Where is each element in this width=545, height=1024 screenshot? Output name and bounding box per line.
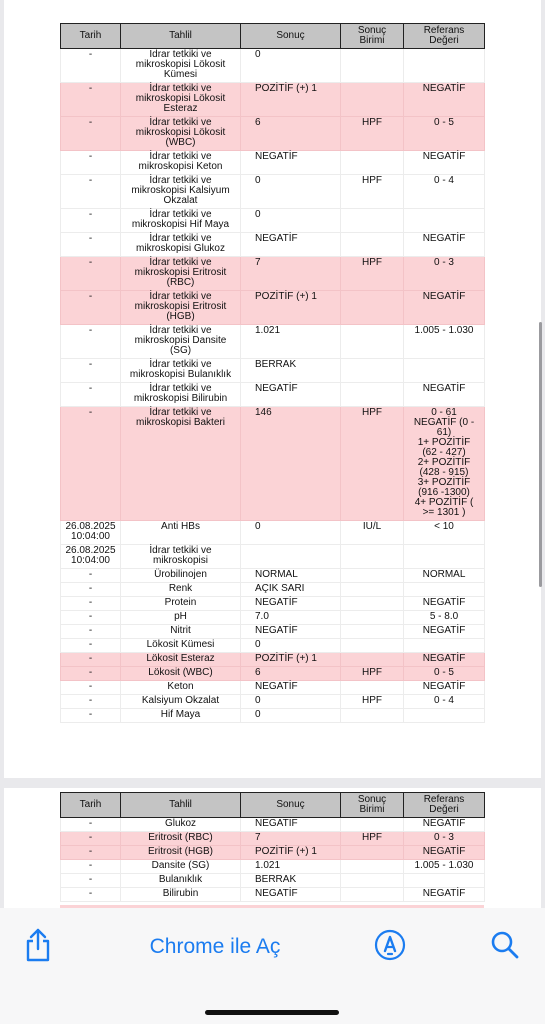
cell-unit [341, 653, 404, 667]
header-unit: Sonuç Birimi [341, 24, 404, 49]
cell-result: 7 [241, 832, 341, 846]
cell-date: - [61, 818, 121, 832]
table-body [61, 49, 485, 723]
table-row [61, 359, 485, 383]
cell-result: NEGATİF [241, 681, 341, 695]
cell-result: 0 [241, 639, 341, 653]
table-row [61, 583, 485, 597]
markup-button[interactable] [364, 908, 416, 986]
cell-test: Bulanıklık [121, 874, 241, 888]
header-result: Sonuç [241, 793, 341, 818]
cell-reference: NEGATİF [404, 625, 485, 639]
cell-date: - [61, 611, 121, 625]
table-row [61, 521, 485, 545]
cell-date: - [61, 667, 121, 681]
cell-reference: NORMAL [404, 569, 485, 583]
cell-reference: 5 - 8.0 [404, 611, 485, 625]
cell-reference: NEGATİF [404, 383, 485, 407]
cell-date: - [61, 832, 121, 846]
search-icon [490, 930, 520, 965]
cell-result: NEGATİF [241, 233, 341, 257]
cell-reference: NEGATİF [404, 291, 485, 325]
table-row [61, 291, 485, 325]
cell-reference: 0 - 4 [404, 695, 485, 709]
cell-test: İdrar tetkiki ve mikroskopisi Eritrosit (RBC) [121, 257, 241, 291]
open-in-chrome-label: Chrome ile Aç [149, 935, 281, 958]
table-row [61, 49, 485, 83]
cell-unit: IU/L [341, 521, 404, 545]
cell-unit: HPF [341, 695, 404, 709]
header-reference: Referans Değeri [404, 793, 485, 818]
share-button[interactable] [14, 908, 62, 986]
bottom-toolbar [0, 908, 545, 1024]
header-date: Tarih [61, 24, 121, 49]
cell-test: Hif Maya [121, 709, 241, 723]
cell-result: BERRAK [241, 359, 341, 383]
cell-result: 7.0 [241, 611, 341, 625]
cell-unit [341, 325, 404, 359]
cell-result: 1.021 [241, 860, 341, 874]
cell-test: Eritrosit (RBC) [121, 832, 241, 846]
table-body [61, 818, 485, 902]
cell-date: - [61, 83, 121, 117]
cell-reference [404, 709, 485, 723]
cell-result: 6 [241, 117, 341, 151]
cell-date: - [61, 846, 121, 860]
cell-test: Dansite (SG) [121, 860, 241, 874]
cell-result: 0 [241, 521, 341, 545]
header-result: Sonuç [241, 24, 341, 49]
cell-reference: 0 - 61 NEGATİF (0 - 61) 1+ POZİTİF (62 - 427) 2+ POZİTİF (428 - 915) 3+ POZİTİF (916 -1300) 4+ POZİTİF ( >= 1301 ) [404, 407, 485, 521]
cell-test: Renk [121, 583, 241, 597]
header-date: Tarih [61, 793, 121, 818]
cell-result: 0 [241, 175, 341, 209]
cell-unit: HPF [341, 117, 404, 151]
table-row [61, 860, 485, 874]
cell-result: NEGATİF [241, 625, 341, 639]
cell-date: - [61, 407, 121, 521]
cell-date: - [61, 597, 121, 611]
cell-reference: 1.005 - 1.030 [404, 325, 485, 359]
table-row [61, 874, 485, 888]
cell-test: İdrar tetkiki ve mikroskopisi Eritrosit (HGB) [121, 291, 241, 325]
cell-unit [341, 597, 404, 611]
cell-unit [341, 49, 404, 83]
cell-reference: NEGATİF [404, 83, 485, 117]
cell-reference: NEGATİF [404, 653, 485, 667]
table-row [61, 407, 485, 521]
cell-test: İdrar tetkiki ve mikroskopisi Kalsiyum Okzalat [121, 175, 241, 209]
cell-date: - [61, 583, 121, 597]
cell-result: 0 [241, 709, 341, 723]
table-row [61, 667, 485, 681]
table-row [61, 233, 485, 257]
cell-unit: HPF [341, 832, 404, 846]
table-row [61, 151, 485, 175]
cell-date: - [61, 383, 121, 407]
cell-unit [341, 233, 404, 257]
cell-test: Keton [121, 681, 241, 695]
cell-test: Kalsiyum Okzalat [121, 695, 241, 709]
header-reference: Referans Değeri [404, 24, 485, 49]
cell-unit [341, 545, 404, 569]
header-test: Tahlil [121, 24, 241, 49]
table-row [61, 545, 485, 569]
table-row [61, 888, 485, 902]
cell-date: - [61, 625, 121, 639]
cell-test: İdrar tetkiki ve mikroskopisi Lökosit Esteraz [121, 83, 241, 117]
cell-reference: NEGATİF [404, 681, 485, 695]
cell-date: - [61, 325, 121, 359]
cell-date: - [61, 49, 121, 83]
cell-unit [341, 583, 404, 597]
cell-test: Lökosit (WBC) [121, 667, 241, 681]
scrollbar[interactable] [539, 322, 542, 587]
cell-date: - [61, 653, 121, 667]
cell-unit [341, 611, 404, 625]
cell-test: pH [121, 611, 241, 625]
cell-reference: 0 - 4 [404, 175, 485, 209]
cell-unit [341, 83, 404, 117]
cell-unit [341, 874, 404, 888]
home-indicator [205, 1010, 339, 1015]
cell-reference [404, 583, 485, 597]
cell-result: POZİTİF (+) 1 [241, 846, 341, 860]
cell-result: BERRAK [241, 874, 341, 888]
table-row [61, 569, 485, 583]
table-row [61, 611, 485, 625]
cell-unit: HPF [341, 175, 404, 209]
cell-reference: NEGATİF [404, 597, 485, 611]
cell-result: 7 [241, 257, 341, 291]
cell-result: 146 [241, 407, 341, 521]
cell-reference: 0 - 3 [404, 832, 485, 846]
table-row [61, 846, 485, 860]
table-row [61, 325, 485, 359]
cell-test: İdrar tetkiki ve mikroskopisi [121, 545, 241, 569]
cell-unit [341, 846, 404, 860]
cell-unit [341, 569, 404, 583]
cell-reference: 0 - 3 [404, 257, 485, 291]
table-header [61, 24, 485, 49]
cell-date: - [61, 233, 121, 257]
pdf-page-2 [4, 788, 541, 910]
cell-unit [341, 818, 404, 832]
cell-test: Ürobilinojen [121, 569, 241, 583]
table-row [61, 625, 485, 639]
cell-date: - [61, 257, 121, 291]
table-row [61, 681, 485, 695]
cell-date: - [61, 639, 121, 653]
cell-date: - [61, 860, 121, 874]
cell-unit [341, 291, 404, 325]
cell-date: - [61, 291, 121, 325]
cell-result [241, 545, 341, 569]
table-row [61, 818, 485, 832]
cell-date: - [61, 117, 121, 151]
cell-reference: 1.005 - 1.030 [404, 860, 485, 874]
table-row [61, 597, 485, 611]
table-row [61, 209, 485, 233]
cell-date: - [61, 359, 121, 383]
cell-unit: HPF [341, 257, 404, 291]
cell-result: NEGATİF [241, 383, 341, 407]
cell-test: İdrar tetkiki ve mikroskopisi Dansite (SG) [121, 325, 241, 359]
table-row [61, 832, 485, 846]
cell-unit: HPF [341, 667, 404, 681]
cell-unit [341, 151, 404, 175]
cell-date: - [61, 709, 121, 723]
cell-test: İdrar tetkiki ve mikroskopisi Bulanıklık [121, 359, 241, 383]
cell-result: NORMAL [241, 569, 341, 583]
cell-result: 0 [241, 49, 341, 83]
cell-test: İdrar tetkiki ve mikroskopisi Glukoz [121, 233, 241, 257]
cell-test: İdrar tetkiki ve mikroskopisi Hif Maya [121, 209, 241, 233]
cell-result: POZİTİF (+) 1 [241, 653, 341, 667]
cell-reference: NEGATİF [404, 818, 485, 832]
cell-reference: NEGATİF [404, 233, 485, 257]
cell-reference: NEGATİF [404, 846, 485, 860]
cell-test: Nitrit [121, 625, 241, 639]
cell-reference [404, 49, 485, 83]
cell-unit [341, 709, 404, 723]
table-row [61, 695, 485, 709]
cell-date: - [61, 695, 121, 709]
search-button[interactable] [480, 908, 530, 986]
cell-test: İdrar tetkiki ve mikroskopisi Bakteri [121, 407, 241, 521]
cell-test: Lökosit Esteraz [121, 653, 241, 667]
cell-unit: HPF [341, 407, 404, 521]
cell-date: - [61, 681, 121, 695]
cell-date: - [61, 209, 121, 233]
cell-test: İdrar tetkiki ve mikroskopisi Keton [121, 151, 241, 175]
cell-unit [341, 625, 404, 639]
cell-result: AÇIK SARI [241, 583, 341, 597]
table-row [61, 709, 485, 723]
share-icon [24, 928, 52, 967]
cell-unit [341, 359, 404, 383]
cell-result: 0 [241, 695, 341, 709]
cell-result: 1.021 [241, 325, 341, 359]
table-row [61, 639, 485, 653]
markup-icon [374, 929, 406, 966]
table-row [61, 175, 485, 209]
cell-date: - [61, 175, 121, 209]
cell-test: Protein [121, 597, 241, 611]
cell-reference [404, 209, 485, 233]
table-row [61, 653, 485, 667]
cell-date: - [61, 151, 121, 175]
lab-results-table [60, 792, 485, 902]
cell-reference: NEGATİF [404, 888, 485, 902]
cell-date: - [61, 569, 121, 583]
cell-reference: 0 - 5 [404, 667, 485, 681]
table-row [61, 117, 485, 151]
table-row [61, 383, 485, 407]
cell-reference [404, 359, 485, 383]
cell-reference [404, 874, 485, 888]
cell-result: POZİTİF (+) 1 [241, 291, 341, 325]
cell-date: - [61, 888, 121, 902]
cell-date: 26.08.2025 10:04:00 [61, 521, 121, 545]
cell-test: Anti HBs [121, 521, 241, 545]
open-in-chrome-button[interactable] [120, 908, 310, 986]
table-row [61, 257, 485, 291]
cell-date: - [61, 874, 121, 888]
cell-unit [341, 888, 404, 902]
cell-test: Glukoz [121, 818, 241, 832]
cell-unit [341, 383, 404, 407]
cell-result: 0 [241, 209, 341, 233]
cell-test: İdrar tetkiki ve mikroskopisi Bilirubin [121, 383, 241, 407]
header-test: Tahlil [121, 793, 241, 818]
cell-reference [404, 639, 485, 653]
cell-result: 6 [241, 667, 341, 681]
cell-reference [404, 545, 485, 569]
cell-result: NEGATİF [241, 151, 341, 175]
cell-unit [341, 639, 404, 653]
cell-result: NEGATİF [241, 888, 341, 902]
cell-test: Bilirubin [121, 888, 241, 902]
cell-result: NEGATİF [241, 818, 341, 832]
lab-results-table [60, 23, 485, 723]
cell-reference: NEGATİF [404, 151, 485, 175]
cell-unit [341, 209, 404, 233]
cell-reference: 0 - 5 [404, 117, 485, 151]
cell-result: POZİTİF (+) 1 [241, 83, 341, 117]
cell-test: İdrar tetkiki ve mikroskopisi Lökosit Kümesi [121, 49, 241, 83]
pdf-page-1 [4, 0, 541, 778]
cell-reference: < 10 [404, 521, 485, 545]
table-row [61, 83, 485, 117]
cell-test: İdrar tetkiki ve mikroskopisi Lökosit (WBC) [121, 117, 241, 151]
cell-result: NEGATİF [241, 597, 341, 611]
table-header [61, 793, 485, 818]
cell-test: Eritrosit (HGB) [121, 846, 241, 860]
cell-unit [341, 681, 404, 695]
cell-date: 26.08.2025 10:04:00 [61, 545, 121, 569]
header-unit: Sonuç Birimi [341, 793, 404, 818]
cell-unit [341, 860, 404, 874]
cell-test: Lökosit Kümesi [121, 639, 241, 653]
